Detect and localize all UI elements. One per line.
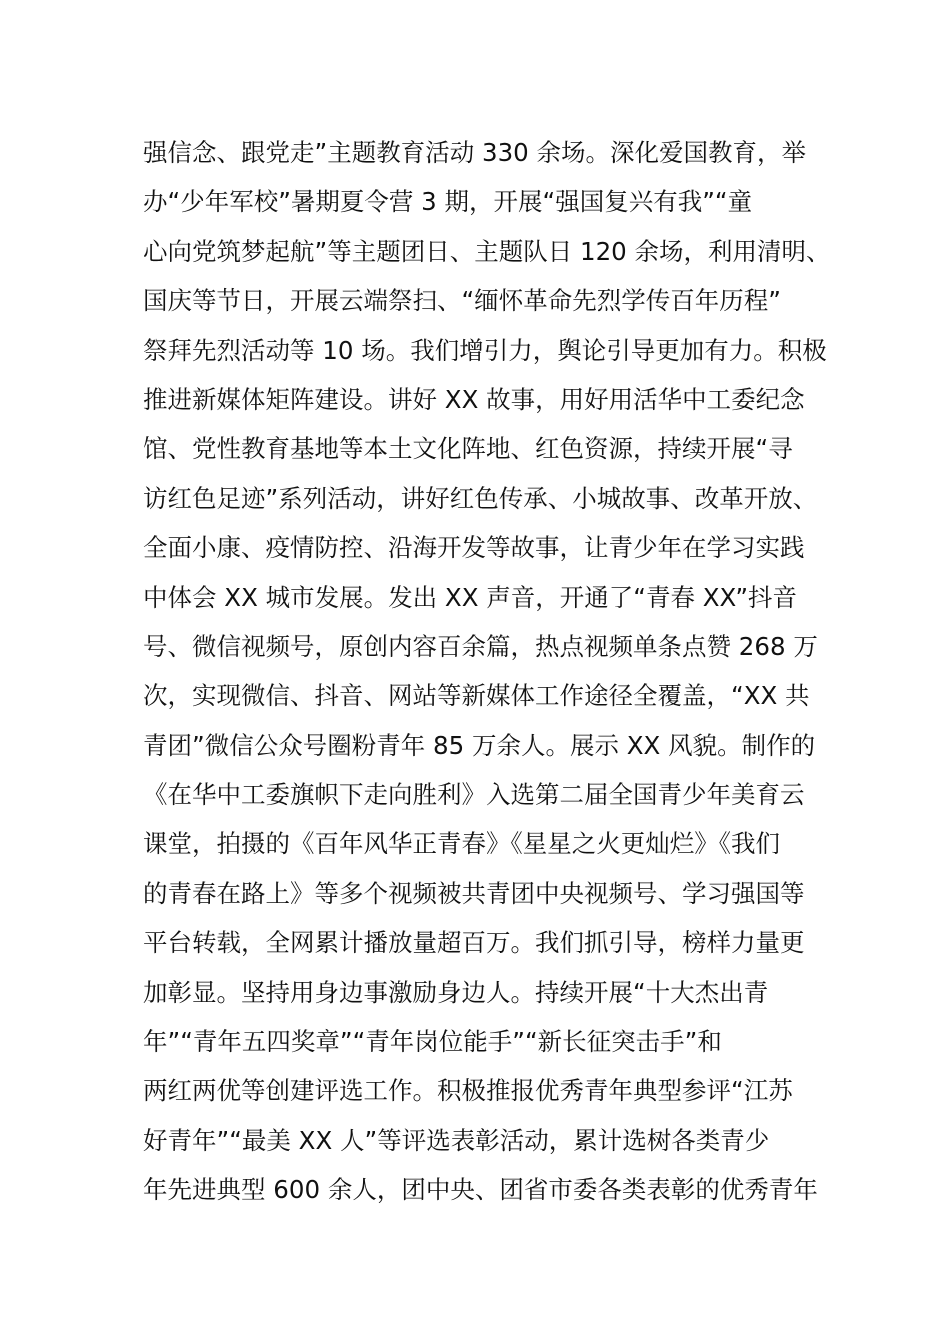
text-line: 两红两优等创建评选工作。积极推报优秀青年典型参评“江苏 [143,1076,793,1106]
text-line: 办“少年军校”暑期夏令营 3 期，开展“强国复兴有我”“童 [143,187,753,217]
text-line: 课堂，拍摄的《百年风华正青春》《星星之火更灿烂》《我们 [143,829,780,859]
text-line: 青团”微信公众号圈粉青年 85 万余人。展示 XX 风貌。制作的 [143,730,816,760]
text-line: 推进新媒体矩阵建设。讲好 XX 故事，用好用活华中工委纪念 [143,384,805,414]
text-line: 年先进典型 600 余人，团中央、团省市委各类表彰的优秀青年 [143,1175,818,1205]
text-line: 国庆等节日，开展云端祭扫、“缅怀革命先烈学传百年历程” [143,286,781,316]
text-line: 全面小康、疫情防控、沿海开发等故事，让青少年在学习实践 [143,533,805,563]
text-line: 强信念、跟党走”主题教育活动 330 余场。深化爱国教育，举 [143,138,807,167]
text-line: 加彰显。坚持用身边事激励身边人。持续开展“十大杰出青 [143,977,769,1007]
text-line: 心向党筑梦起航”等主题团日、主题队日 120 余场，利用清明、 [143,236,831,266]
text-line: 平台转载，全网累计播放量超百万。我们抓引导，榜样力量更 [143,928,805,958]
text-line: 的青春在路上》等多个视频被共青团中央视频号、学习强国等 [143,878,805,908]
text-line: 馆、党性教育基地等本土文化阵地、红色资源，持续开展“寻 [143,434,793,464]
text-line: 访红色足迹”系列活动，讲好红色传承、小城故事、改革开放、 [143,483,818,513]
text-line: 祭拜先烈活动等 10 场。我们增引力，舆论引导更加有力。积极 [143,335,827,365]
body-text [143,128,831,1215]
text-line: 好青年”“最美 XX 人”等评选表彰活动，累计选树各类青少 [143,1125,770,1155]
text-line: 年”“青年五四奖章”“青年岗位能手”“新长征突击手”和 [143,1027,722,1057]
text-line: 次，实现微信、抖音、网站等新媒体工作途径全覆盖，“XX 共 [143,681,810,711]
text-line: 号、微信视频号，原创内容百余篇，热点视频单条点赞 268 万 [143,631,818,661]
text-line: 《在华中工委旗帜下走向胜利》入选第二届全国青少年美育云 [143,780,805,810]
text-line: 中体会 XX 城市发展。发出 XX 声音，开通了“青春 XX”抖音 [143,582,798,612]
